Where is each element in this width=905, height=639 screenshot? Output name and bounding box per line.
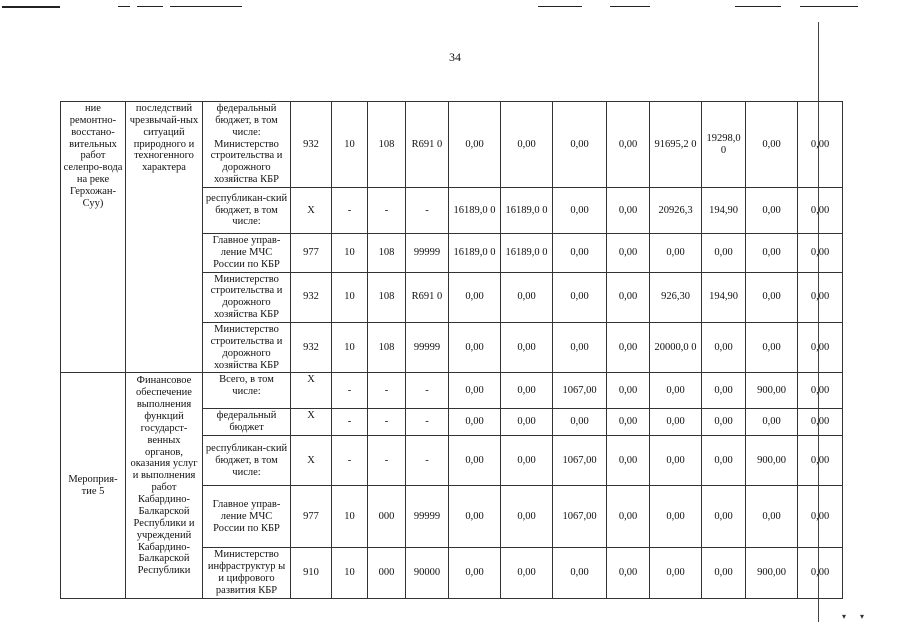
amount-cell: 0,00 xyxy=(607,272,650,322)
amount-cell: 0,00 xyxy=(650,548,702,598)
subsection-cell: - xyxy=(368,436,406,486)
source-cell: Министерство строительства и дорожного хозяйства КБР xyxy=(203,272,291,322)
scan-artifact-line xyxy=(538,6,582,7)
section-cell: 10 xyxy=(332,234,368,273)
amount-cell: 900,00 xyxy=(746,436,798,486)
grbs-cell: 910 xyxy=(291,548,332,598)
amount-cell: 0,00 xyxy=(449,548,501,598)
amount-cell: 0,00 xyxy=(798,188,843,234)
target-item-cell: R691 0 xyxy=(406,102,449,188)
amount-cell: 194,90 xyxy=(702,272,746,322)
grbs-cell: 977 xyxy=(291,486,332,548)
section-cell: 10 xyxy=(332,102,368,188)
amount-cell: 20926,3 xyxy=(650,188,702,234)
subsection-cell: 000 xyxy=(368,486,406,548)
subsection-cell: 108 xyxy=(368,102,406,188)
amount-cell: 0,00 xyxy=(702,373,746,409)
amount-cell: 0,00 xyxy=(798,234,843,273)
amount-cell: 0,00 xyxy=(449,102,501,188)
grbs-cell: Х xyxy=(291,409,332,436)
amount-cell: 0,00 xyxy=(449,323,501,373)
section-cell: - xyxy=(332,409,368,436)
amount-cell: 194,90 xyxy=(702,188,746,234)
subsection-cell: - xyxy=(368,409,406,436)
target-item-cell: - xyxy=(406,373,449,409)
amount-cell: 19298,0 0 xyxy=(702,102,746,188)
amount-cell: 0,00 xyxy=(501,409,553,436)
amount-cell: 0,00 xyxy=(746,102,798,188)
subsection-cell: 000 xyxy=(368,548,406,598)
source-cell: республикан-ский бюджет, в том числе: xyxy=(203,436,291,486)
grbs-cell: 932 xyxy=(291,323,332,373)
amount-cell: 0,00 xyxy=(501,548,553,598)
subsection-cell: 108 xyxy=(368,234,406,273)
amount-cell: 0,00 xyxy=(746,234,798,273)
grbs-cell: 977 xyxy=(291,234,332,273)
amount-cell: 0,00 xyxy=(449,436,501,486)
grbs-cell: 932 xyxy=(291,272,332,322)
target-item-cell: 90000 xyxy=(406,548,449,598)
amount-cell: 0,00 xyxy=(553,102,607,188)
amount-cell: 0,00 xyxy=(702,234,746,273)
amount-cell: 0,00 xyxy=(702,409,746,436)
amount-cell: 0,00 xyxy=(702,323,746,373)
amount-cell: 0,00 xyxy=(449,373,501,409)
budget-table xyxy=(60,101,843,599)
amount-cell: 0,00 xyxy=(746,323,798,373)
amount-cell: 1067,00 xyxy=(553,486,607,548)
amount-cell: 0,00 xyxy=(650,234,702,273)
subsection-cell: 108 xyxy=(368,272,406,322)
amount-cell: 0,00 xyxy=(501,323,553,373)
amount-cell: 0,00 xyxy=(798,436,843,486)
amount-cell: 0,00 xyxy=(607,323,650,373)
amount-cell: 0,00 xyxy=(449,486,501,548)
amount-cell: 91695,2 0 xyxy=(650,102,702,188)
section-cell: - xyxy=(332,373,368,409)
scan-artifact-line xyxy=(2,6,60,8)
amount-cell: 0,00 xyxy=(702,436,746,486)
target-item-cell: R691 0 xyxy=(406,272,449,322)
amount-cell: 900,00 xyxy=(746,548,798,598)
amount-cell: 0,00 xyxy=(746,272,798,322)
amount-cell: 16189,0 0 xyxy=(449,234,501,273)
amount-cell: 0,00 xyxy=(607,373,650,409)
amount-cell: 0,00 xyxy=(798,548,843,598)
amount-cell: 0,00 xyxy=(553,188,607,234)
amount-cell: 0,00 xyxy=(746,188,798,234)
grbs-cell: Х xyxy=(291,373,332,409)
amount-cell: 0,00 xyxy=(650,373,702,409)
amount-cell: 1067,00 xyxy=(553,373,607,409)
scan-artifact-specks: ▾ ▾ xyxy=(842,612,865,621)
amount-cell: 0,00 xyxy=(798,409,843,436)
target-item-cell: - xyxy=(406,409,449,436)
amount-cell: 0,00 xyxy=(449,272,501,322)
amount-cell: 20000,0 0 xyxy=(650,323,702,373)
section-cell: 10 xyxy=(332,272,368,322)
amount-cell: 16189,0 0 xyxy=(501,188,553,234)
scan-artifact-line xyxy=(170,6,242,7)
source-cell: Главное управ-ление МЧС России по КБР xyxy=(203,234,291,273)
amount-cell: 0,00 xyxy=(449,409,501,436)
amount-cell: 0,00 xyxy=(798,373,843,409)
amount-cell: 0,00 xyxy=(607,409,650,436)
amount-cell: 0,00 xyxy=(607,234,650,273)
source-cell: федеральный бюджет, в том числе: Министерство строительства и дорожного хозяйства КБР xyxy=(203,102,291,188)
amount-cell: 0,00 xyxy=(553,234,607,273)
purpose-cell: последствий чрезвычай-ных ситуаций природного и техногенного характера xyxy=(126,102,203,373)
scan-artifact-line xyxy=(800,6,858,7)
amount-cell: 0,00 xyxy=(607,188,650,234)
amount-cell: 0,00 xyxy=(501,436,553,486)
section-cell: - xyxy=(332,188,368,234)
measure-cell: Мероприя-тие 5 xyxy=(61,373,126,598)
section-cell: 10 xyxy=(332,323,368,373)
scan-artifact-line xyxy=(610,6,650,7)
amount-cell: 0,00 xyxy=(607,486,650,548)
section-cell: - xyxy=(332,436,368,486)
amount-cell: 0,00 xyxy=(798,486,843,548)
amount-cell: 1067,00 xyxy=(553,436,607,486)
table-row xyxy=(61,102,843,188)
section-cell: 10 xyxy=(332,486,368,548)
amount-cell: 0,00 xyxy=(553,409,607,436)
measure-cell: ние ремонтно-восстано-вительных работ селепро-вода на реке Герхожан-Суу) xyxy=(61,102,126,373)
amount-cell: 0,00 xyxy=(650,409,702,436)
grbs-cell: 932 xyxy=(291,102,332,188)
page-number: 34 xyxy=(449,50,461,64)
amount-cell: 16189,0 0 xyxy=(501,234,553,273)
amount-cell: 0,00 xyxy=(501,102,553,188)
target-item-cell: 99999 xyxy=(406,486,449,548)
grbs-cell: Х xyxy=(291,188,332,234)
amount-cell: 0,00 xyxy=(702,486,746,548)
source-cell: Министерство строительства и дорожного хозяйства КБР xyxy=(203,323,291,373)
amount-cell: 0,00 xyxy=(501,486,553,548)
table-row xyxy=(61,373,843,409)
source-cell: Министерство инфраструктур ы и цифрового развития КБР xyxy=(203,548,291,598)
target-item-cell: 99999 xyxy=(406,234,449,273)
target-item-cell: 99999 xyxy=(406,323,449,373)
amount-cell: 0,00 xyxy=(798,323,843,373)
amount-cell: 0,00 xyxy=(607,548,650,598)
amount-cell: 0,00 xyxy=(607,102,650,188)
source-cell: Всего, в том числе: xyxy=(203,373,291,409)
amount-cell: 926,30 xyxy=(650,272,702,322)
scan-artifact-line xyxy=(137,6,163,7)
amount-cell: 0,00 xyxy=(501,373,553,409)
target-item-cell: - xyxy=(406,188,449,234)
section-cell: 10 xyxy=(332,548,368,598)
amount-cell: 0,00 xyxy=(798,272,843,322)
amount-cell: 0,00 xyxy=(607,436,650,486)
amount-cell: 16189,0 0 xyxy=(449,188,501,234)
grbs-cell: Х xyxy=(291,436,332,486)
subsection-cell: 108 xyxy=(368,323,406,373)
scan-artifact-line xyxy=(735,6,781,7)
amount-cell: 0,00 xyxy=(702,548,746,598)
amount-cell: 0,00 xyxy=(553,272,607,322)
amount-cell: 0,00 xyxy=(746,409,798,436)
source-cell: Главное управ-ление МЧС России по КБР xyxy=(203,486,291,548)
target-item-cell: - xyxy=(406,436,449,486)
amount-cell: 0,00 xyxy=(746,486,798,548)
amount-cell: 900,00 xyxy=(746,373,798,409)
amount-cell: 0,00 xyxy=(798,102,843,188)
source-cell: федеральный бюджет xyxy=(203,409,291,436)
scan-artifact-line xyxy=(118,6,130,7)
purpose-cell: Финансовое обеспечение выполнения функций государст-венных органов, оказания услуг и выполнения работ Кабардино-Балкарской Республики и учреждений Кабардино-Балкарской Республики xyxy=(126,373,203,598)
amount-cell: 0,00 xyxy=(553,323,607,373)
amount-cell: 0,00 xyxy=(553,548,607,598)
subsection-cell: - xyxy=(368,373,406,409)
amount-cell: 0,00 xyxy=(650,486,702,548)
amount-cell: 0,00 xyxy=(501,272,553,322)
source-cell: республикан-ский бюджет, в том числе: xyxy=(203,188,291,234)
subsection-cell: - xyxy=(368,188,406,234)
amount-cell: 0,00 xyxy=(650,436,702,486)
